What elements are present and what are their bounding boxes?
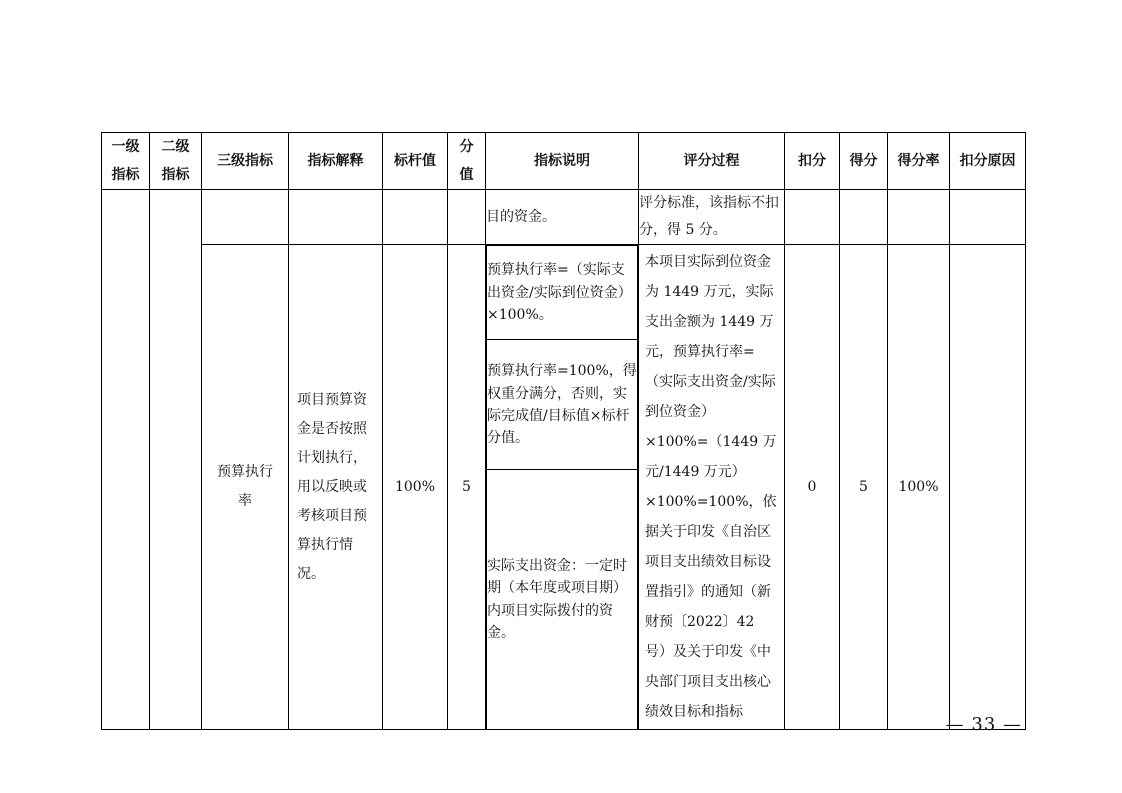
explanation-cell xyxy=(289,190,383,245)
scoring-process-cell: 本项目实际到位资金为 1449 万元，实际支出金额为 1449 万元，预算执行率=（实际支出资金/实际到位资金）×100%=（1449 万元/1449 万元）×100%=100%，依据关于印发《自治区项目支出绩效目标设置指引》的通知（新财预〔2022〕42 号）及关于印发《中央部门项目支出核心绩效目标和指标 xyxy=(639,245,785,730)
header-scoring-process: 评分过程 xyxy=(639,133,785,190)
benchmark-cell xyxy=(383,190,448,245)
score-rate-cell: 100% xyxy=(888,245,950,730)
header-explanation: 指标解释 xyxy=(289,133,383,190)
header-score: 得分 xyxy=(840,133,888,190)
level3-cell: 预算执行率 xyxy=(202,245,289,730)
level1-cell xyxy=(102,190,150,730)
header-deduction: 扣分 xyxy=(785,133,840,190)
score-rate-cell xyxy=(888,190,950,245)
desc-definition: 实际支出资金：一定时期（本年度或项目期）内项目实际拨付的资金。 xyxy=(487,470,638,729)
score-cell xyxy=(840,190,888,245)
header-level2: 二级指标 xyxy=(150,133,202,190)
header-score-rate: 得分率 xyxy=(888,133,950,190)
level2-cell xyxy=(150,190,202,730)
header-indicator-desc: 指标说明 xyxy=(486,133,639,190)
performance-evaluation-table xyxy=(101,132,1026,730)
table-row xyxy=(102,190,1026,245)
header-benchmark: 标杆值 xyxy=(383,133,448,190)
indicator-desc-subtable xyxy=(486,245,638,729)
score-cell: 5 xyxy=(840,245,888,730)
reason-cell xyxy=(950,190,1026,245)
table-header-row xyxy=(102,133,1026,190)
header-score-value: 分值 xyxy=(448,133,486,190)
deduction-cell xyxy=(785,190,840,245)
score-value-cell: 5 xyxy=(448,245,486,730)
reason-cell xyxy=(950,245,1026,730)
score-value-cell xyxy=(448,190,486,245)
header-deduction-reason: 扣分原因 xyxy=(950,133,1026,190)
header-level3: 三级指标 xyxy=(202,133,289,190)
indicator-desc-cell xyxy=(486,245,639,730)
indicator-desc-cell: 目的资金。 xyxy=(486,190,639,245)
header-level1: 一级指标 xyxy=(102,133,150,190)
benchmark-cell: 100% xyxy=(383,245,448,730)
level3-cell xyxy=(202,190,289,245)
explanation-cell: 项目预算资金是否按照计划执行，用以反映或考核项目预算执行情况。 xyxy=(289,245,383,730)
scoring-process-cell: 评分标准，该指标不扣分，得 5 分。 xyxy=(639,190,785,245)
deduction-cell: 0 xyxy=(785,245,840,730)
desc-formula: 预算执行率=（实际支出资金/实际到位资金）×100%。 xyxy=(487,246,638,340)
desc-scoring-rule: 预算执行率=100%，得权重分满分，否则，实际完成值/目标值×标杆分值。 xyxy=(487,340,638,470)
table-row xyxy=(102,245,1026,730)
page-number: — 33 — xyxy=(945,714,1022,735)
